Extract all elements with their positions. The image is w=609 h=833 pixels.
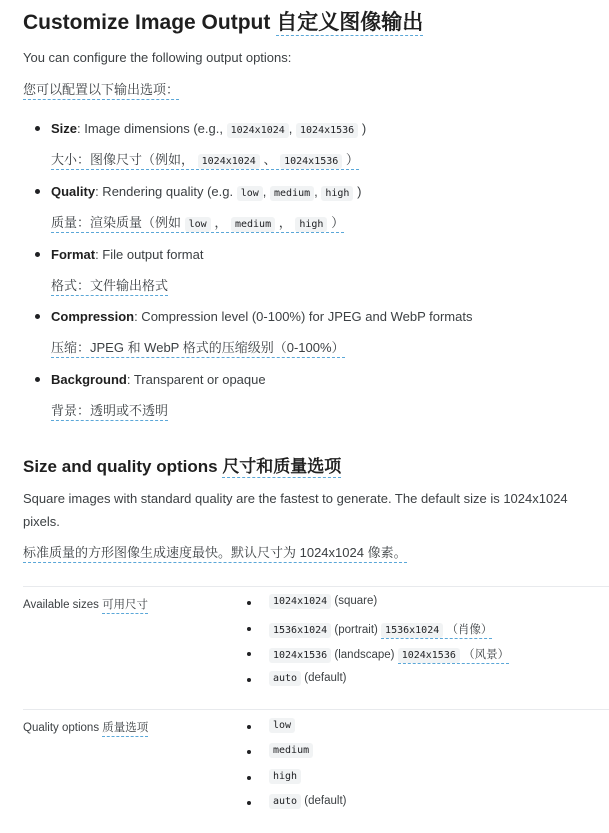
page-title-en: Customize Image Output — [23, 11, 271, 34]
option-background-zh: 背景：透明或不透明 — [51, 400, 168, 419]
size-item: 1024x1536 (landscape) 1024x1536 （风景） — [269, 646, 509, 662]
bullet-icon — [247, 801, 251, 805]
bullet-icon — [35, 314, 40, 319]
option-background: Background: Transparent or opaque — [51, 372, 266, 387]
option-format: Format: File output format — [51, 247, 204, 262]
bullet-icon — [35, 377, 40, 382]
section-title: Size and quality options 尺寸和质量选项 — [23, 457, 342, 476]
bullet-icon — [247, 601, 251, 605]
size-item: auto (default) — [269, 672, 346, 684]
quality-item: medium — [269, 744, 313, 756]
bullet-icon — [35, 189, 40, 194]
page-title-zh: 自定义图像输出 — [276, 11, 424, 34]
sizes-label: Available sizes 可用尺寸 — [23, 596, 148, 612]
bullet-icon — [35, 126, 40, 131]
quality-item: low — [269, 719, 295, 731]
bullet-icon — [247, 678, 251, 682]
bullet-icon — [247, 776, 251, 780]
intro-zh: 您可以配置以下输出选项： — [23, 79, 179, 98]
quality-item: high — [269, 770, 301, 782]
section-paragraph-zh: 标准质量的方形图像生成速度最快。默认尺寸为 1024x1024 像素。 — [23, 542, 407, 561]
page-title — [23, 6, 423, 36]
option-compression: Compression: Compression level (0-100%) for JPEG and WebP formats — [51, 309, 473, 324]
quality-item: auto (default) — [269, 795, 346, 807]
bullet-icon — [247, 652, 251, 656]
bullet-icon — [247, 750, 251, 754]
size-item: 1024x1024 (square) — [269, 595, 377, 607]
table-divider — [23, 709, 609, 710]
section-paragraph-2: pixels. — [23, 514, 60, 529]
option-size: Size: Image dimensions (e.g., 1024x1024 , 1024x1536 ) — [51, 121, 367, 136]
bullet-icon — [247, 627, 251, 631]
section-paragraph-1: Square images with standard quality are the fastest to generate. The default size is 1024x1024 — [23, 491, 568, 506]
bullet-icon — [247, 725, 251, 729]
quality-label: Quality options 质量选项 — [23, 719, 148, 735]
option-compression-zh: 压缩：JPEG 和 WebP 格式的压缩级别（0-100%） — [51, 337, 345, 356]
bullet-icon — [35, 252, 40, 257]
table-divider — [23, 586, 609, 587]
option-quality-zh: 质量：渲染质量（例如 low ， medium ， high ） — [51, 212, 344, 231]
intro-en: You can configure the following output options: — [23, 50, 292, 65]
option-quality: Quality: Rendering quality (e.g. low , medium , high ) — [51, 184, 362, 199]
option-size-zh: 大小：图像尺寸（例如， 1024x1024 、 1024x1536 ） — [51, 149, 359, 168]
size-item: 1536x1024 (portrait) 1536x1024 （肖像） — [269, 621, 492, 637]
option-format-zh: 格式：文件输出格式 — [51, 275, 168, 294]
